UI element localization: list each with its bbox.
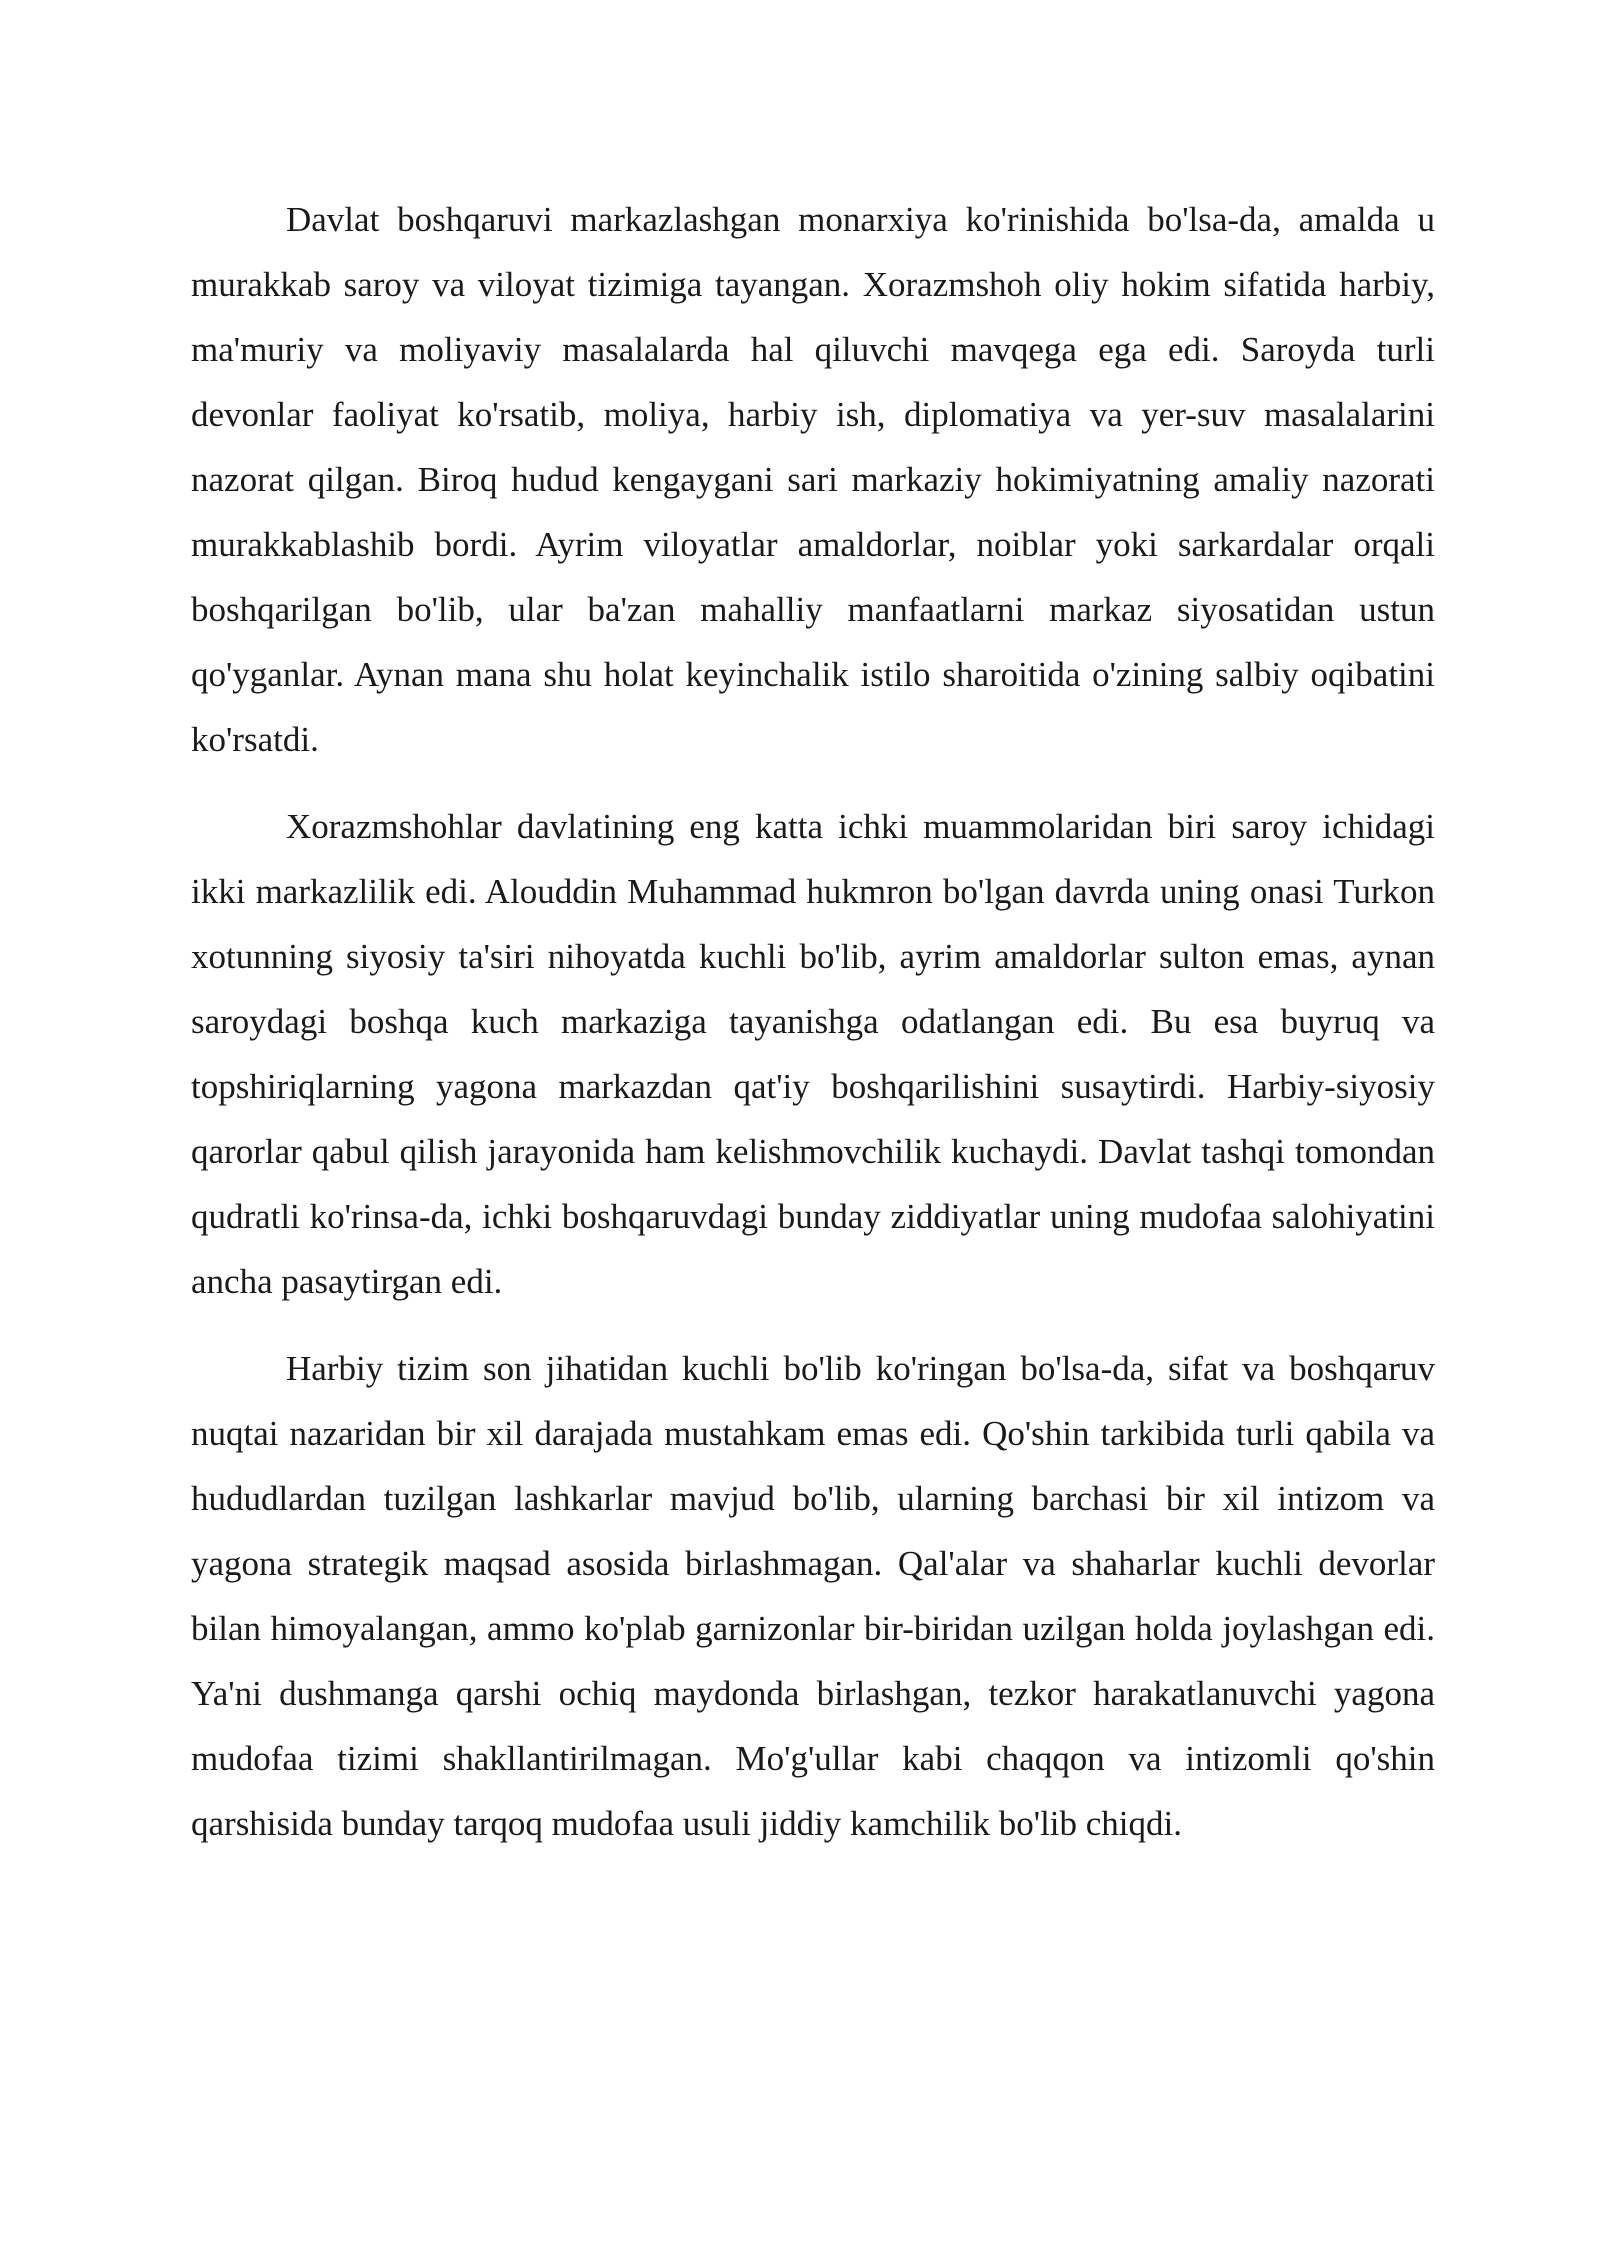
paragraph-2: Xorazmshohlar davlatining eng katta ichki muammolaridan biri saroy ichidagi ikki markazlilik edi. Alouddin Muhammad hukmron bo'lgan davrda uning onasi Turkon xotunning siyosiy ta'siri nihoyatda kuchli bo'lib, ayrim amaldorlar sulton emas, aynan saroydagi boshqa kuch markaziga tayanishga odatlangan edi. Bu esa buyruq va topshiriqlarning yagona markazdan qat'iy boshqarilishini susaytirdi. Harbiy-siyosiy qarorlar qabul qilish jarayonida ham kelishmovchilik kuchaydi. Davlat tashqi tomondan qudratli ko'rinsa-da, ichki boshqaruvdagi bunday ziddiyatlar uning mudofaa salohiyatini ancha pasaytirgan edi. <box>191 807 1435 1301</box>
document-body <box>191 187 1435 1878</box>
paragraph-3: Harbiy tizim son jihatidan kuchli bo'lib ko'ringan bo'lsa-da, sifat va boshqaruv nuqtai nazaridan bir xil darajada mustahkam emas edi. Qo'shin tarkibida turli qabila va hududlardan tuzilgan lashkarlar mavjud bo'lib, ularning barchasi bir xil intizom va yagona strategik maqsad asosida birlashmagan. Qal'alar va shaharlar kuchli devorlar bilan himoyalangan, ammo ko'plab garnizonlar bir-biridan uzilgan holda joylashgan edi. Ya'ni dushmanga qarshi ochiq maydonda birlashgan, tezkor harakatlanuvchi yagona mudofaa tizimi shakllantirilmagan. Mo'g'ullar kabi chaqqon va intizomli qo'shin qarshisida bunday tarqoq mudofaa usuli jiddiy kamchilik bo'lib chiqdi. <box>191 1349 1435 1843</box>
paragraph-1: Davlat boshqaruvi markazlashgan monarxiya ko'rinishida bo'lsa-da, amalda u murakkab saroy va viloyat tizimiga tayangan. Xorazmshoh oliy hokim sifatida harbiy, ma'muriy va moliyaviy masalalarda hal qiluvchi mavqega ega edi. Saroyda turli devonlar faoliyat ko'rsatib, moliya, harbiy ish, diplomatiya va yer-suv masalalarini nazorat qilgan. Biroq hudud kengaygani sari markaziy hokimiyatning amaliy nazorati murakkablashib bordi. Ayrim viloyatlar amaldorlar, noiblar yoki sarkardalar orqali boshqarilgan bo'lib, ular ba'zan mahalliy manfaatlarni markaz siyosatidan ustun qo'yganlar. Aynan mana shu holat keyinchalik istilo sharoitida o'zining salbiy oqibatini ko'rsatdi. <box>191 200 1435 759</box>
